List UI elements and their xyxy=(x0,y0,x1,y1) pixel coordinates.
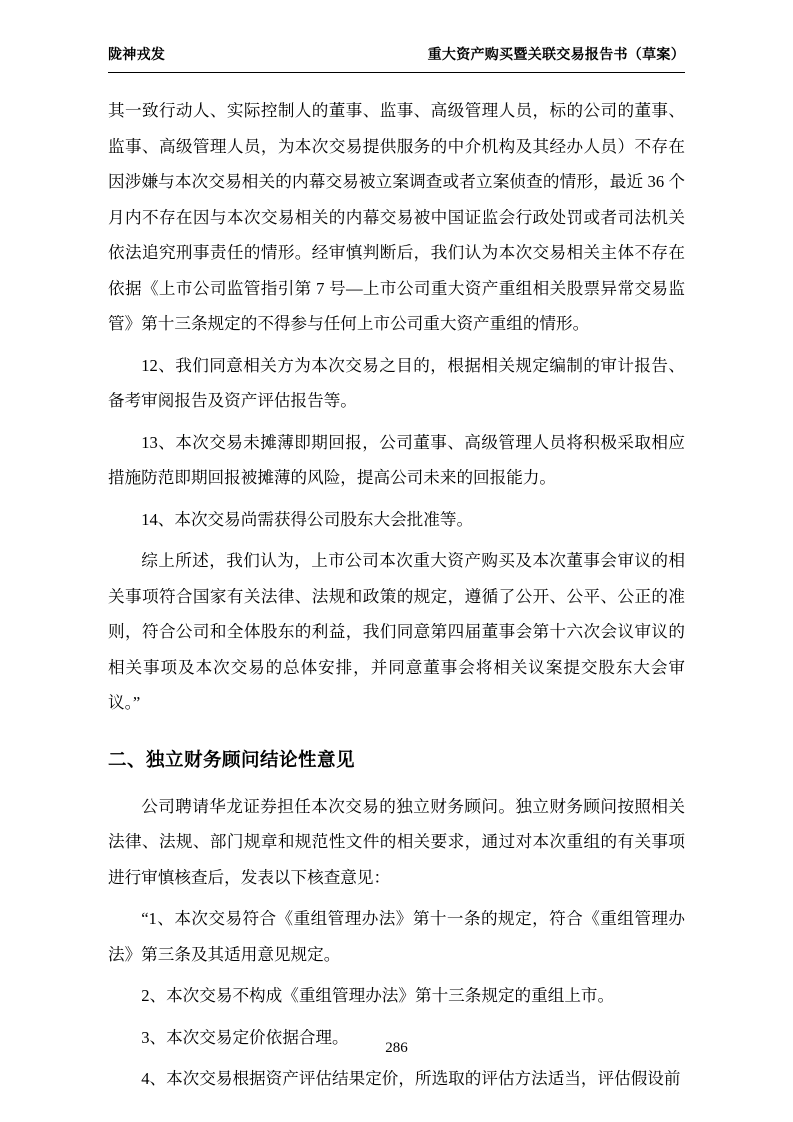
page-header xyxy=(108,44,685,70)
page-content xyxy=(108,44,685,1103)
paragraph-continuation: 其一致行动人、实际控制人的董事、监事、高级管理人员，标的公司的董事、监事、高级管理人员，为本次交易提供服务的中介机构及其经办人员）不存在因涉嫌与本次交易相关的内幕交易被立案调查或者立案侦查的情形，最近 36 个月内不存在因与本次交易相关的内幕交易被中国证监会行政处罚或者司法机关依法追究刑事责任的情形。经审慎判断后，我们认为本次交易相关主体不存在依据《上市公司监管指引第 7 号—上市公司重大资产重组相关股票异常交易监管》第十三条规定的不得参与任何上市公司重大资产重组的情形。 xyxy=(108,101,685,333)
paragraph-item-14: 14、本次交易尚需获得公司股东大会批准等。 xyxy=(141,509,474,529)
paragraph-opinion-1: “1、本次交易符合《重组管理办法》第十一条的规定，符合《重组管理办法》第三条及其适用意见规定。 xyxy=(108,909,685,964)
paragraph-opinion-2: 2、本次交易不构成《重组管理办法》第十三条规定的重组上市。 xyxy=(141,986,615,1005)
paragraph-summary: 综上所述，我们认为，上市公司本次重大资产购买及本次董事会审议的相关事项符合国家有关法律、法规和政策的规定，遵循了公开、公平、公正的准则，符合公司和全体股东的利益，我们同意第四届董事会第十六次会议审议的相关事项及本次交易的总体安排，并同意董事会将相关议案提交股东大会审议。” xyxy=(108,551,685,712)
document-body xyxy=(108,93,685,1097)
section-heading-independent-advisor: 二、独立财务顾问结论性意见 xyxy=(108,748,356,770)
page-number: 286 xyxy=(385,1040,408,1056)
header-company-name: 陇神戎发 xyxy=(108,46,166,62)
header-document-title: 重大资产购买暨关联交易报告书（草案） xyxy=(427,46,685,62)
paragraph-item-12: 12、我们同意相关方为本次交易之目的，根据相关规定编制的审计报告、备考审阅报告及资产评估报告等。 xyxy=(108,355,685,410)
paragraph-opinion-4: 4、本次交易根据资产评估结果定价，所选取的评估方法适当，评估假设前 xyxy=(141,1069,681,1088)
paragraph-item-13: 13、本次交易未摊薄即期回报，公司董事、高级管理人员将积极采取相应措施防范即期回报被摊薄的风险，提高公司未来的回报能力。 xyxy=(108,432,685,487)
header-divider xyxy=(108,72,685,73)
paragraph-advisor-intro: 公司聘请华龙证券担任本次交易的独立财务顾问。独立财务顾问按照相关法律、法规、部门规章和规范性文件的相关要求，通过对本次重组的有关事项进行审慎核查后，发表以下核查意见： xyxy=(108,796,685,887)
paragraph-opinion-3: 3、本次交易定价依据合理。 xyxy=(141,1027,349,1047)
